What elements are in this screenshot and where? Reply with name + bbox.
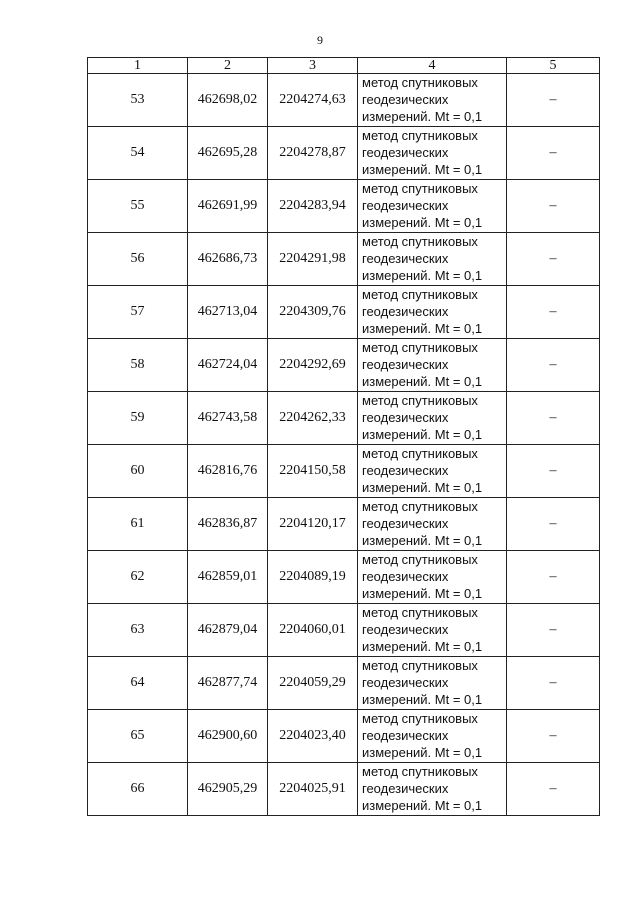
coordinate-y-cell: 2204292,69 [268,339,358,392]
coordinate-y-cell: 2204060,01 [268,604,358,657]
note-cell: – [507,445,600,498]
method-line: измерений. Mt = 0,1 [362,109,483,124]
method-cell [358,763,507,816]
table-row [88,339,600,392]
table-row [88,763,600,816]
method-cell [358,498,507,551]
point-number-cell: 59 [88,392,188,445]
coordinate-x-cell: 462877,74 [188,657,268,710]
table-row [88,604,600,657]
table-row [88,74,600,127]
table-row [88,180,600,233]
method-line: геодезических [362,569,449,584]
method-line: измерений. Mt = 0,1 [362,162,483,177]
point-number-cell: 56 [88,233,188,286]
note-cell: – [507,657,600,710]
method-line: измерений. Mt = 0,1 [362,427,483,442]
coordinate-x-cell: 462713,04 [188,286,268,339]
method-line: геодезических [362,145,449,160]
method-line: геодезических [362,92,449,107]
point-number-cell: 63 [88,604,188,657]
coordinate-x-cell: 462686,73 [188,233,268,286]
table-row [88,710,600,763]
coordinate-x-cell: 462691,99 [188,180,268,233]
note-cell: – [507,339,600,392]
method-cell [358,286,507,339]
column-header-3: 3 [268,58,358,74]
point-number-cell: 66 [88,763,188,816]
method-cell [358,392,507,445]
coordinate-y-cell: 2204025,91 [268,763,358,816]
method-line: геодезических [362,304,449,319]
point-number-cell: 61 [88,498,188,551]
coordinate-x-cell: 462816,76 [188,445,268,498]
column-header-5: 5 [507,58,600,74]
note-cell: – [507,180,600,233]
table-row [88,233,600,286]
method-cell [358,74,507,127]
point-number-cell: 55 [88,180,188,233]
table-header [88,58,600,74]
method-line: метод спутниковых [362,287,478,302]
note-cell: – [507,710,600,763]
method-cell [358,445,507,498]
method-line: измерений. Mt = 0,1 [362,533,483,548]
method-line: геодезических [362,251,449,266]
method-line: измерений. Mt = 0,1 [362,215,483,230]
header-row [88,58,600,74]
table-row [88,127,600,180]
point-number-cell: 53 [88,74,188,127]
method-line: метод спутниковых [362,764,478,779]
coordinate-y-cell: 2204120,17 [268,498,358,551]
method-line: метод спутниковых [362,711,478,726]
coordinate-x-cell: 462879,04 [188,604,268,657]
column-header-1: 1 [88,58,188,74]
method-cell [358,710,507,763]
method-cell [358,551,507,604]
coordinate-x-cell: 462695,28 [188,127,268,180]
note-cell: – [507,233,600,286]
note-cell: – [507,763,600,816]
coordinate-x-cell: 462698,02 [188,74,268,127]
column-header-4: 4 [358,58,507,74]
method-line: измерений. Mt = 0,1 [362,268,483,283]
method-line: метод спутниковых [362,75,478,90]
coordinate-y-cell: 2204283,94 [268,180,358,233]
coordinate-x-cell: 462724,04 [188,339,268,392]
method-line: измерений. Mt = 0,1 [362,321,483,336]
method-line: метод спутниковых [362,658,478,673]
method-line: метод спутниковых [362,340,478,355]
point-number-cell: 65 [88,710,188,763]
method-line: измерений. Mt = 0,1 [362,745,483,760]
page-number: 9 [317,33,323,47]
coordinate-x-cell: 462859,01 [188,551,268,604]
coordinate-x-cell: 462905,29 [188,763,268,816]
table-row [88,657,600,710]
method-line: метод спутниковых [362,499,478,514]
point-number-cell: 57 [88,286,188,339]
note-cell: – [507,286,600,339]
method-line: геодезических [362,198,449,213]
note-cell: – [507,498,600,551]
method-line: геодезических [362,516,449,531]
coordinate-y-cell: 2204089,19 [268,551,358,604]
coordinate-y-cell: 2204278,87 [268,127,358,180]
method-line: измерений. Mt = 0,1 [362,692,483,707]
method-line: геодезических [362,781,449,796]
note-cell: – [507,551,600,604]
point-number-cell: 64 [88,657,188,710]
coordinate-y-cell: 2204059,29 [268,657,358,710]
method-cell [358,180,507,233]
method-line: геодезических [362,728,449,743]
method-line: геодезических [362,675,449,690]
table-row [88,498,600,551]
note-cell: – [507,604,600,657]
method-cell [358,339,507,392]
coordinate-x-cell: 462743,58 [188,392,268,445]
method-line: геодезических [362,357,449,372]
coordinate-y-cell: 2204274,63 [268,74,358,127]
note-cell: – [507,74,600,127]
method-line: измерений. Mt = 0,1 [362,798,483,813]
table-body [88,74,600,816]
coordinate-y-cell: 2204291,98 [268,233,358,286]
method-line: измерений. Mt = 0,1 [362,586,483,601]
method-line: измерений. Mt = 0,1 [362,374,483,389]
method-line: измерений. Mt = 0,1 [362,639,483,654]
table-row [88,286,600,339]
coordinate-y-cell: 2204023,40 [268,710,358,763]
point-number-cell: 58 [88,339,188,392]
method-line: метод спутниковых [362,393,478,408]
coordinate-y-cell: 2204309,76 [268,286,358,339]
method-line: геодезических [362,463,449,478]
point-number-cell: 62 [88,551,188,604]
point-number-cell: 54 [88,127,188,180]
method-line: метод спутниковых [362,552,478,567]
method-cell [358,127,507,180]
coordinates-table [87,57,600,816]
coordinate-y-cell: 2204150,58 [268,445,358,498]
point-number-cell: 60 [88,445,188,498]
method-line: метод спутниковых [362,605,478,620]
method-cell [358,657,507,710]
note-cell: – [507,392,600,445]
method-line: измерений. Mt = 0,1 [362,480,483,495]
method-cell [358,604,507,657]
note-cell: – [507,127,600,180]
method-line: метод спутниковых [362,128,478,143]
method-line: метод спутниковых [362,234,478,249]
method-line: геодезических [362,410,449,425]
coordinate-y-cell: 2204262,33 [268,392,358,445]
coordinate-x-cell: 462836,87 [188,498,268,551]
coordinate-x-cell: 462900,60 [188,710,268,763]
method-line: метод спутниковых [362,181,478,196]
table-row [88,445,600,498]
method-cell [358,233,507,286]
table-row [88,551,600,604]
table-row [88,392,600,445]
method-line: метод спутниковых [362,446,478,461]
column-header-2: 2 [188,58,268,74]
method-line: геодезических [362,622,449,637]
